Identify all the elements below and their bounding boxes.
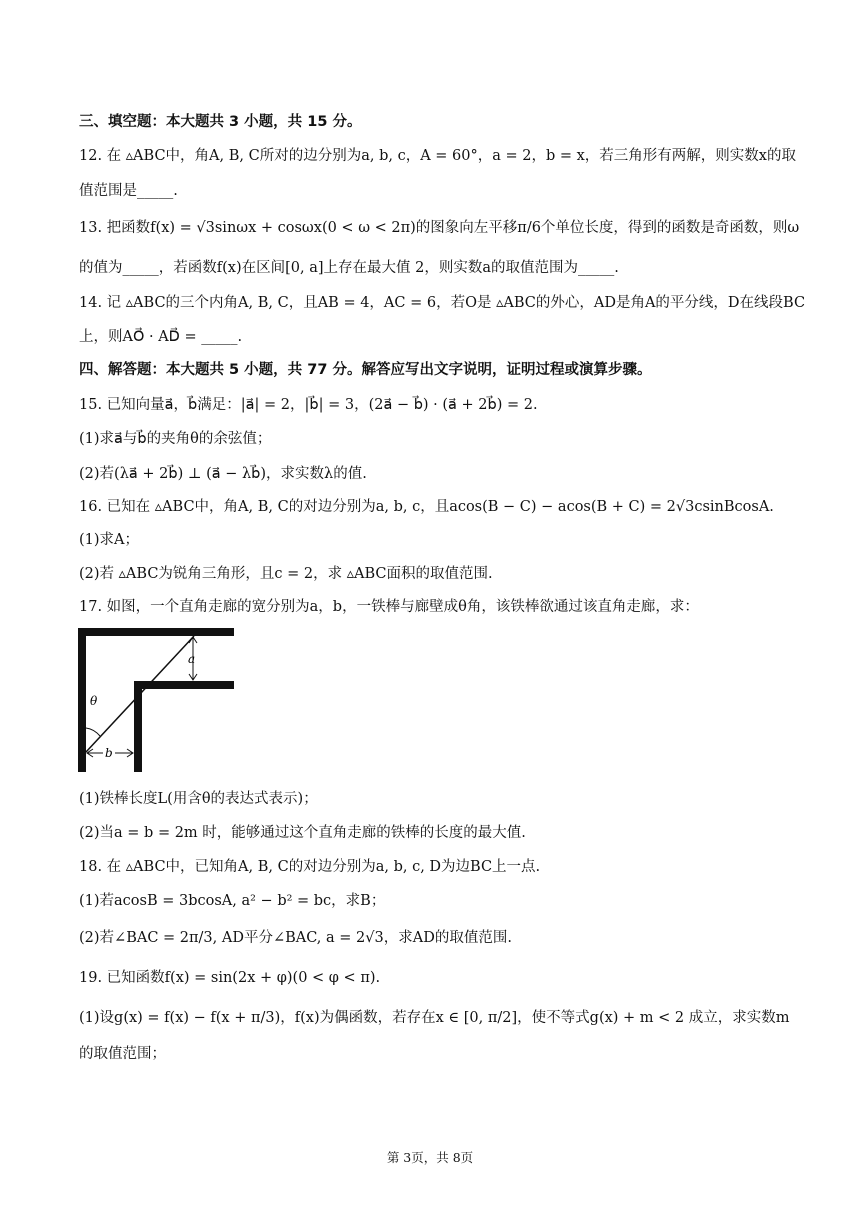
q13-line-2: 的值为_____，若函数f(x)在区间[0, a]上存在最大值 2，则实数a的取值范围为_____. xyxy=(79,260,619,276)
q16-stem: 16. 已知在 ▵ABC中，角A, B, C的对边分别为a, b, c，且acos(B − C) − acos(B + C) = 2√3csinBcosA. xyxy=(79,499,774,515)
q13-line-1: 13. 把函数f(x) = √3sinωx + cosωx(0 < ω < 2π)的图象向左平移π/6个单位长度，得到的函数是奇函数，则ω xyxy=(79,220,800,236)
b-label: b xyxy=(105,746,113,760)
corridor-figure xyxy=(76,624,238,776)
q17-part1: (1)铁棒长度L(用含θ的表达式表示)； xyxy=(79,791,318,807)
q16-part1: (1)求A； xyxy=(79,532,140,548)
q15-part2: (2)若(λa⃗ + 2b⃗) ⊥ (a⃗ − λb⃗)，求实数λ的值. xyxy=(79,466,367,482)
section3-title: 三、填空题：本大题共 3 小题，共 15 分。 xyxy=(79,114,362,130)
q17-part2: (2)当a = b = 2m 时，能够通过这个直角走廊的铁棒的长度的最大值. xyxy=(79,825,526,841)
theta-label: θ xyxy=(90,694,98,708)
q18-part1: (1)若acosB = 3bcosA, a² − b² = bc，求B； xyxy=(79,893,386,909)
section4-title: 四、解答题：本大题共 5 小题，共 77 分。解答应写出文字说明，证明过程或演算步骤。 xyxy=(79,362,652,378)
q16-part2: (2)若 ▵ABC为锐角三角形，且c = 2，求 ▵ABC面积的取值范围. xyxy=(79,566,493,582)
a-label: a xyxy=(188,652,196,666)
q19-part1-line-1: (1)设g(x) = f(x) − f(x + π/3)，f(x)为偶函数，若存在x ∈ [0, π/2]，使不等式g(x) + m < 2 成立，求实数m xyxy=(79,1010,790,1026)
q12-line-2: 值范围是_____. xyxy=(79,183,178,199)
q15-part1: (1)求a⃗与b⃗的夹角θ的余弦值； xyxy=(79,431,272,447)
q17-stem: 17. 如图，一个直角走廊的宽分别为a，b，一铁棒与廊壁成θ角，该铁棒欲通过该直角走廊，求： xyxy=(79,599,699,615)
q19-stem: 19. 已知函数f(x) = sin(2x + φ)(0 < φ < π). xyxy=(79,970,381,986)
q19-part1-line-2: 的取值范围； xyxy=(79,1046,166,1062)
q14-line-1: 14. 记 ▵ABC的三个内角A, B, C，且AB = 4，AC = 6，若O是 ▵ABC的外心，AD是角A的平分线，D在线段BC xyxy=(79,295,806,311)
page-footer: 第 3页，共 8页 xyxy=(386,1150,474,1165)
q12-line-1: 12. 在 ▵ABC中，角A, B, C所对的边分别为a, b, c，A = 60°，a = 2，b = x，若三角形有两解，则实数x的取 xyxy=(79,148,796,164)
corridor-walls xyxy=(78,628,234,772)
q15-stem: 15. 已知向量a⃗，b⃗满足：|a⃗| = 2，|b⃗| = 3，(2a⃗ − b⃗) · (a⃗ + 2b⃗) = 2. xyxy=(79,397,538,413)
q18-part2: (2)若∠BAC = 2π/3, AD平分∠BAC, a = 2√3，求AD的取值范围. xyxy=(79,930,512,946)
q14-line-2: 上，则AO⃗ · AD⃗ = _____. xyxy=(79,329,243,345)
theta-arc xyxy=(86,728,100,736)
q18-stem: 18. 在 ▵ABC中，已知角A, B, C的对边分别为a, b, c, D为边BC上一点. xyxy=(79,859,541,875)
